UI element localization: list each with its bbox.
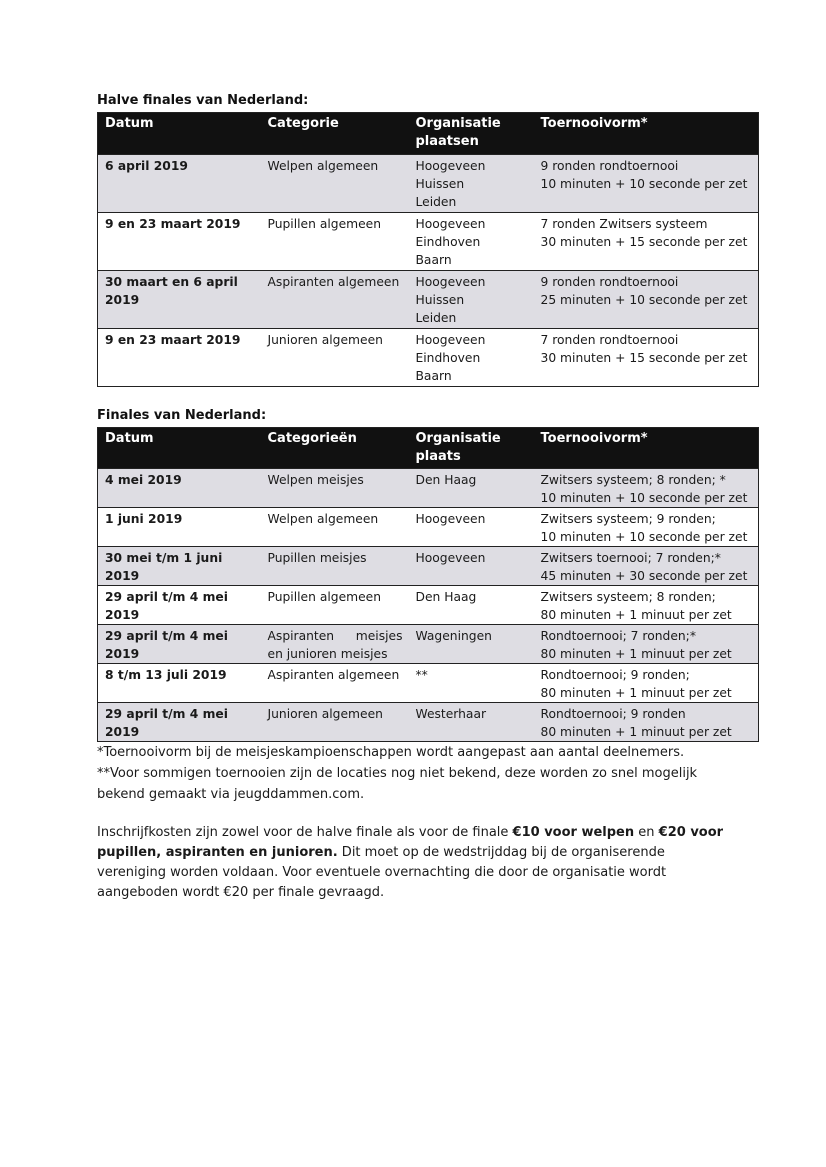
format-line: 7 ronden Zwitsers systeem — [540, 217, 708, 231]
cell-category — [261, 625, 409, 664]
header-toernooivorm: Toernooivorm* — [534, 428, 759, 469]
cell-category: Aspiranten algemeen — [261, 271, 409, 329]
table-row — [98, 586, 759, 625]
cell-format — [534, 155, 759, 213]
cell-date: 8 t/m 13 juli 2019 — [98, 664, 261, 703]
cell-format — [534, 213, 759, 271]
finals-table — [97, 427, 759, 742]
format-line: 80 minuten + 1 minuut per zet — [540, 608, 732, 622]
cell-format — [534, 271, 759, 329]
cell-place: Den Haag — [409, 586, 534, 625]
table-row — [98, 508, 759, 547]
table-row — [98, 155, 759, 213]
fees-other-amount: €20 voor pupillen, aspiranten en junioren. — [97, 825, 724, 860]
format-line: 80 minuten + 1 minuut per zet — [540, 725, 732, 739]
place-line: Baarn — [415, 369, 452, 383]
semifinals-title: Halve finales van Nederland: — [97, 93, 309, 108]
format-line: 9 ronden rondtoernooi — [540, 275, 679, 289]
header-organisatie: Organisatie plaats — [409, 428, 534, 469]
cell-category: Junioren algemeen — [261, 703, 409, 742]
fees-text-part: en — [634, 825, 659, 840]
cell-place: Den Haag — [409, 469, 534, 508]
category-word: Aspiranten — [267, 629, 335, 643]
header-organisatie: Organisatie plaatsen — [409, 113, 534, 155]
table-row — [98, 625, 759, 664]
place-line: Huissen — [415, 177, 465, 191]
cell-format — [534, 664, 759, 703]
format-line: Zwitsers toernooi; 7 ronden;* — [540, 551, 721, 565]
table-row — [98, 469, 759, 508]
cell-date: 29 april t/m 4 mei 2019 — [98, 586, 261, 625]
header-toernooivorm: Toernooivorm* — [534, 113, 759, 155]
place-line: Eindhoven — [415, 235, 481, 249]
format-line: 45 minuten + 30 seconde per zet — [540, 569, 748, 583]
place-line: Hoogeveen — [415, 159, 486, 173]
cell-category: Pupillen algemeen — [261, 213, 409, 271]
header-datum: Datum — [98, 113, 261, 155]
cell-places — [409, 329, 534, 387]
format-line: 10 minuten + 10 seconde per zet — [540, 177, 748, 191]
cell-date: 6 april 2019 — [98, 155, 261, 213]
place-line: Leiden — [415, 195, 457, 209]
place-line: Leiden — [415, 311, 457, 325]
cell-date: 29 april t/m 4 mei 2019 — [98, 625, 261, 664]
cell-format — [534, 329, 759, 387]
fees-text-part: Dit moet op de wedstrijddag bij de organiserende vereniging worden voldaan. Voor eventuele overnachting die door de organisatie wordt aangeboden wordt €20 per finale gevraagd. — [97, 845, 667, 900]
cell-category: Welpen meisjes — [261, 469, 409, 508]
cell-place: Westerhaar — [409, 703, 534, 742]
format-line: 30 minuten + 15 seconde per zet — [540, 235, 748, 249]
cell-date: 9 en 23 maart 2019 — [98, 213, 261, 271]
cell-format — [534, 586, 759, 625]
fees-text — [97, 823, 737, 903]
cell-date: 1 juni 2019 — [98, 508, 261, 547]
place-line: Hoogeveen — [415, 217, 486, 231]
place-line: Baarn — [415, 253, 452, 267]
format-line: 80 minuten + 1 minuut per zet — [540, 686, 732, 700]
header-categorieen: Categorieën — [261, 428, 409, 469]
cell-category: Aspiranten algemeen — [261, 664, 409, 703]
cell-format — [534, 625, 759, 664]
finals-title: Finales van Nederland: — [97, 408, 267, 423]
fees-text-part: Inschrijfkosten zijn zowel voor de halve finale als voor de finale — [97, 825, 513, 840]
cell-date: 29 april t/m 4 mei 2019 — [98, 703, 261, 742]
cell-date: 9 en 23 maart 2019 — [98, 329, 261, 387]
cell-format — [534, 469, 759, 508]
format-line: 9 ronden rondtoernooi — [540, 159, 679, 173]
format-line: Zwitsers systeem; 9 ronden; — [540, 512, 716, 526]
table-row — [98, 329, 759, 387]
fees-welpen-amount: €10 voor welpen — [512, 825, 635, 840]
cell-places — [409, 271, 534, 329]
format-line: Rondtoernooi; 9 ronden — [540, 707, 686, 721]
format-line: 10 minuten + 10 seconde per zet — [540, 491, 748, 505]
cell-date: 4 mei 2019 — [98, 469, 261, 508]
cell-category: Pupillen meisjes — [261, 547, 409, 586]
format-line: 25 minuten + 10 seconde per zet — [540, 293, 748, 307]
cell-place: Hoogeveen — [409, 547, 534, 586]
table-row — [98, 703, 759, 742]
cell-place: Wageningen — [409, 625, 534, 664]
cell-category: Junioren algemeen — [261, 329, 409, 387]
category-line — [268, 627, 403, 645]
cell-category: Welpen algemeen — [261, 155, 409, 213]
cell-format — [534, 547, 759, 586]
cell-places — [409, 213, 534, 271]
footnote-double-star: **Voor sommigen toernooien zijn de locaties nog niet bekend, deze worden zo snel mogelijk bekend gemaakt via jeugddammen.com. — [97, 766, 698, 802]
cell-places — [409, 155, 534, 213]
format-line: 7 ronden rondtoernooi — [540, 333, 679, 347]
semifinals-table — [97, 112, 759, 387]
cell-date: 30 maart en 6 april 2019 — [98, 271, 261, 329]
category-line: en junioren meisjes — [267, 647, 388, 661]
cell-category: Welpen algemeen — [261, 508, 409, 547]
format-line: 10 minuten + 10 seconde per zet — [540, 530, 748, 544]
table-header-row — [98, 428, 759, 469]
format-line: Rondtoernooi; 9 ronden; — [540, 668, 690, 682]
place-line: Hoogeveen — [415, 333, 486, 347]
header-categorie: Categorie — [261, 113, 409, 155]
table-row — [98, 664, 759, 703]
category-word: meisjes — [355, 629, 403, 643]
cell-date: 30 mei t/m 1 juni 2019 — [98, 547, 261, 586]
cell-format — [534, 703, 759, 742]
fees-paragraph — [97, 823, 737, 903]
place-line: Eindhoven — [415, 351, 481, 365]
format-line: Zwitsers systeem; 8 ronden; * — [540, 473, 726, 487]
cell-format — [534, 508, 759, 547]
format-line: Rondtoernooi; 7 ronden;* — [540, 629, 696, 643]
footnote-single-star: *Toernooivorm bij de meisjeskampioenschappen wordt aangepast aan aantal deelnemers. — [97, 745, 685, 760]
table-row — [98, 213, 759, 271]
table-header-row — [98, 113, 759, 155]
cell-place: Hoogeveen — [409, 508, 534, 547]
footnotes — [97, 742, 747, 805]
place-line: Hoogeveen — [415, 275, 486, 289]
cell-category: Pupillen algemeen — [261, 586, 409, 625]
format-line: Zwitsers systeem; 8 ronden; — [540, 590, 716, 604]
format-line: 30 minuten + 15 seconde per zet — [540, 351, 748, 365]
cell-place: ** — [409, 664, 534, 703]
place-line: Huissen — [415, 293, 465, 307]
table-row — [98, 547, 759, 586]
table-row — [98, 271, 759, 329]
format-line: 80 minuten + 1 minuut per zet — [540, 647, 732, 661]
header-datum: Datum — [98, 428, 261, 469]
